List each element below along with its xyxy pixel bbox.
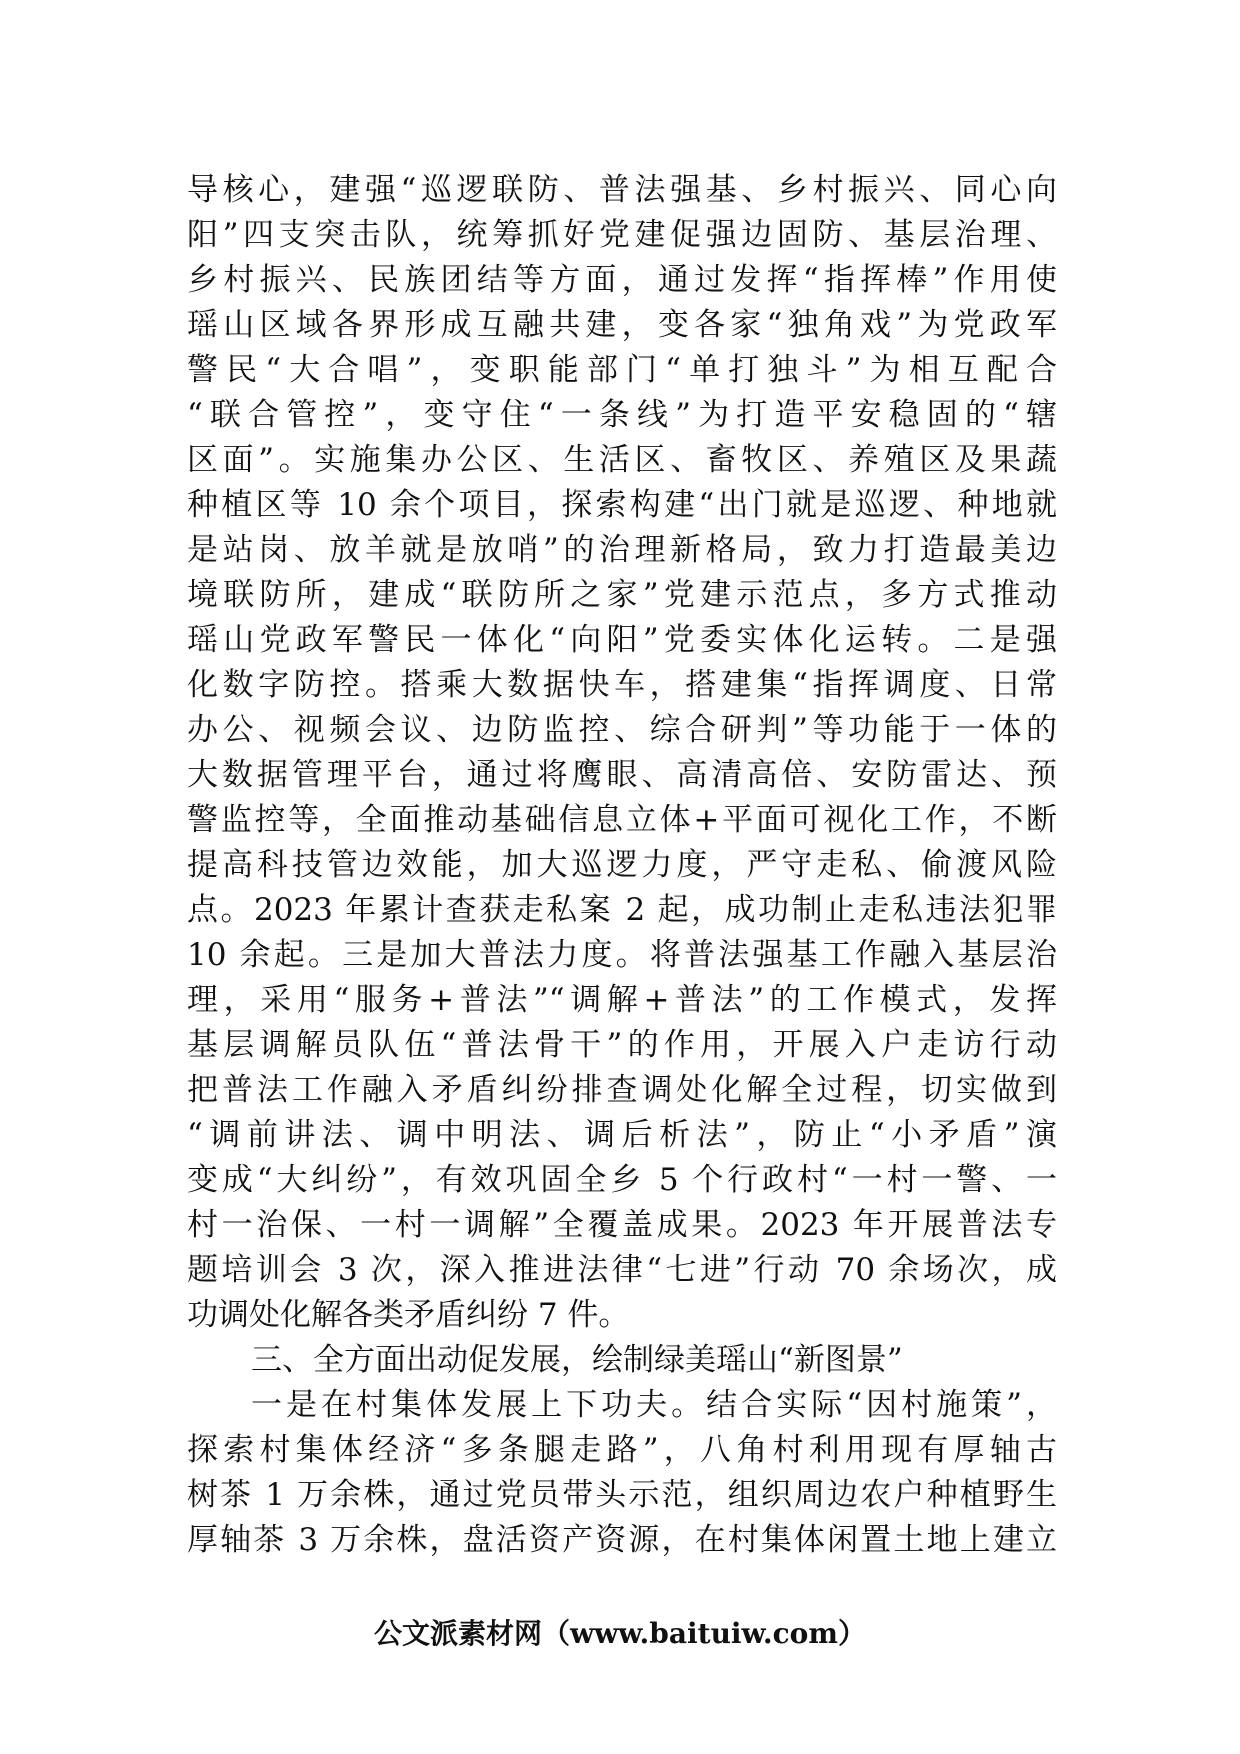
text-line: 警监控等，全面推动基础信息立体+平面可视化工作，不断 — [187, 802, 1057, 838]
text-line: 树茶 1 万余株，通过党员带头示范，组织周边农户种植野生 — [187, 1477, 1057, 1513]
text-line: “调前讲法、调中明法、调后析法”，防止“小矛盾”演 — [187, 1117, 1057, 1153]
text-line: 功调处化解各类矛盾纠纷 7 件。 — [187, 1297, 630, 1333]
text-line: 点。2023 年累计查获走私案 2 起，成功制止走私违法犯罪 — [187, 892, 1057, 928]
text-line: 一是在村集体发展上下功夫。结合实际“因村施策”， — [251, 1387, 1057, 1423]
text-line: 境联防所，建成“联防所之家”党建示范点，多方式推动 — [187, 577, 1057, 613]
text-line: 理，采用“服务+普法”“调解+普法”的工作模式，发挥 — [187, 982, 1057, 1018]
text-line: 把普法工作融入矛盾纠纷排查调处化解全过程，切实做到 — [187, 1072, 1057, 1108]
text-line: 瑶山区域各界形成互融共建，变各家“独角戏”为党政军 — [187, 307, 1057, 343]
footer-watermark: 公文派素材网（www.baituiw.com） — [374, 1617, 866, 1650]
text-line: 导核心，建强“巡逻联防、普法强基、乡村振兴、同心向 — [187, 172, 1057, 208]
text-line: 是站岗、放羊就是放哨”的治理新格局，致力打造最美边 — [187, 532, 1057, 568]
text-line: 提高科技管边效能，加大巡逻力度，严守走私、偷渡风险 — [187, 847, 1057, 883]
text-line: 乡村振兴、民族团结等方面，通过发挥“指挥棒”作用使 — [187, 262, 1057, 298]
text-line: 厚轴茶 3 万余株，盘活资产资源，在村集体闲置土地上建立 — [187, 1522, 1057, 1558]
text-line: 10 余起。三是加大普法力度。将普法强基工作融入基层治 — [187, 937, 1057, 973]
text-line: 办公、视频会议、边防监控、综合研判”等功能于一体的 — [187, 712, 1057, 748]
text-line: 瑶山党政军警民一体化“向阳”党委实体化运转。二是强 — [187, 622, 1057, 658]
text-line: “联合管控”，变守住“一条线”为打造平安稳固的“辖 — [187, 397, 1057, 433]
section-heading: 三、全方面出动促发展，绘制绿美瑶山“新图景” — [251, 1342, 903, 1378]
text-line: 种植区等 10 余个项目，探索构建“出门就是巡逻、种地就 — [187, 487, 1057, 523]
text-line: 变成“大纠纷”，有效巩固全乡 5 个行政村“一村一警、一 — [187, 1162, 1057, 1198]
text-line: 化数字防控。搭乘大数据快车，搭建集“指挥调度、日常 — [187, 667, 1057, 703]
text-line: 基层调解员队伍“普法骨干”的作用，开展入户走访行动 — [187, 1027, 1057, 1063]
text-line: 区面”。实施集办公区、生活区、畜牧区、养殖区及果蔬 — [187, 442, 1057, 478]
body-text — [187, 168, 1057, 1563]
text-line: 题培训会 3 次，深入推进法律“七进”行动 70 余场次，成 — [187, 1252, 1057, 1288]
text-line: 探索村集体经济“多条腿走路”，八角村利用现有厚轴古 — [187, 1432, 1057, 1468]
text-line: 阳”四支突击队，统筹抓好党建促强边固防、基层治理、 — [187, 217, 1057, 253]
text-line: 村一治保、一村一调解”全覆盖成果。2023 年开展普法专 — [187, 1207, 1057, 1243]
text-line: 大数据管理平台，通过将鹰眼、高清高倍、安防雷达、预 — [187, 757, 1057, 793]
text-line: 警民“大合唱”，变职能部门“单打独斗”为相互配合 — [187, 352, 1057, 388]
